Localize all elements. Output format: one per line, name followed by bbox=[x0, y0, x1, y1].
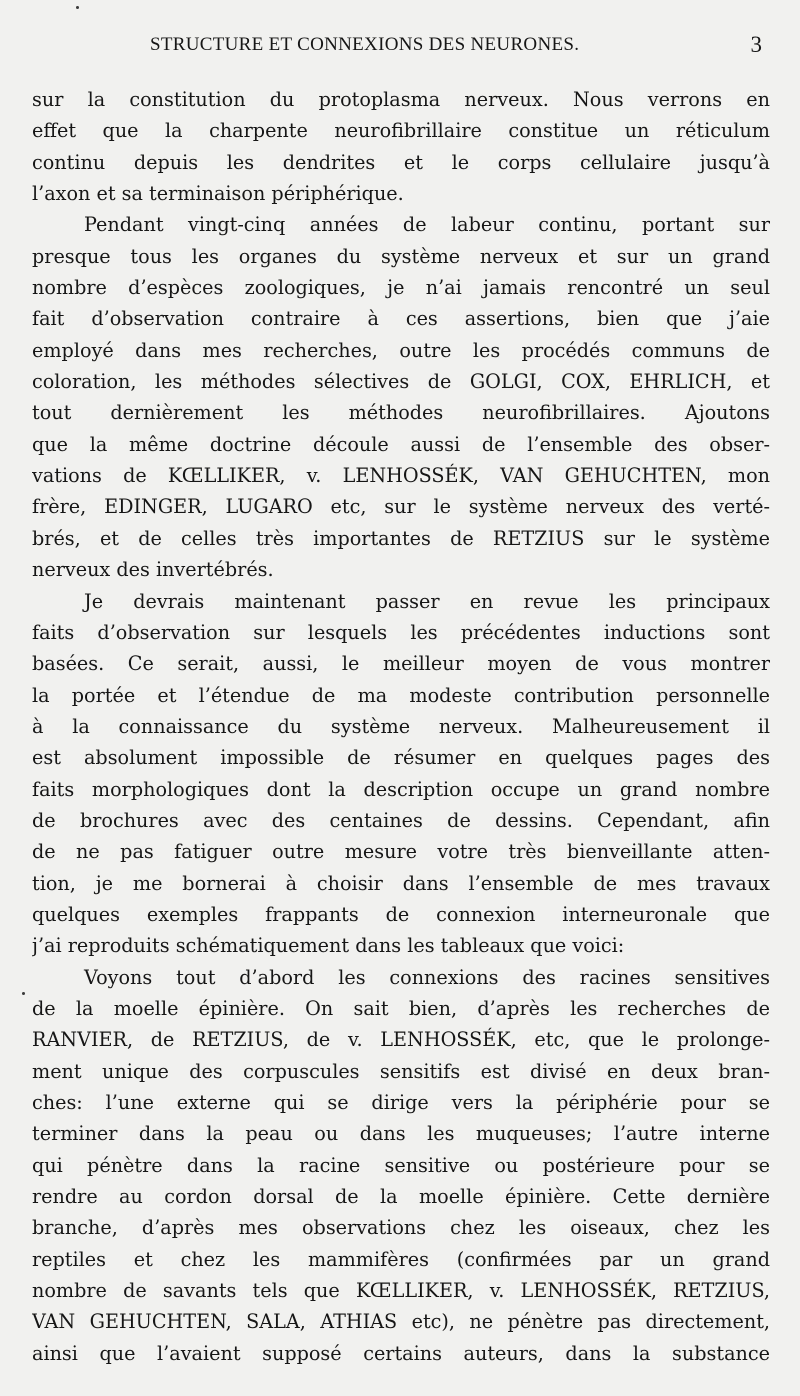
running-title: STRUCTURE ET CONNEXIONS DES NEURONES. bbox=[150, 34, 580, 55]
text-line: est absolument impossible de résumer en quelques pages des bbox=[32, 746, 770, 770]
text-line: Voyons tout d’abord les connexions des racines sensitives bbox=[84, 965, 770, 989]
text-line: à la connaissance du système nerveux. Malheureusement il bbox=[32, 714, 770, 738]
text-line: employé dans mes recherches, outre les procédés communs de bbox=[32, 338, 770, 362]
text-line: frère, EDINGER, LUGARO etc, sur le système nerveux des verté- bbox=[32, 495, 770, 519]
text-line: fait d’observation contraire à ces assertions, bien que j’aie bbox=[32, 307, 770, 331]
text-line: ainsi que l’avaient supposé certains auteurs, dans la substance bbox=[32, 1341, 770, 1365]
text-line: VAN GEHUCHTEN, SALA, ATHIAS etc), ne pénètre pas directement, bbox=[32, 1310, 770, 1334]
text-line: brés, et de celles très importantes de RETZIUS sur le système bbox=[32, 526, 770, 550]
print-speck bbox=[76, 6, 79, 9]
text-line: ment unique des corpuscules sensitifs est divisé en deux bran- bbox=[32, 1059, 770, 1083]
text-line: terminer dans la peau ou dans les muqueuses; l’autre interne bbox=[32, 1122, 770, 1146]
text-line: faits morphologiques dont la description occupe un grand nombre bbox=[32, 777, 770, 801]
text-line: faits d’observation sur lesquels les précédentes inductions sont bbox=[32, 620, 770, 644]
text-line: Pendant vingt-cinq années de labeur continu, portant sur bbox=[84, 213, 770, 237]
text-line: la portée et l’étendue de ma modeste contribution personnelle bbox=[32, 683, 770, 707]
text-line: effet que la charpente neurofibrillaire constitue un réticulum bbox=[32, 119, 770, 143]
text-line: nombre de savants tels que KŒLLIKER, v. LENHOSSÉK, RETZIUS, bbox=[32, 1279, 770, 1303]
text-line: continu depuis les dendrites et le corps cellulaire jusqu’à bbox=[32, 150, 770, 174]
text-line: tout dernièrement les méthodes neurofibrillaires. Ajoutons bbox=[32, 401, 770, 425]
text-line: de ne pas fatiguer outre mesure votre très bienveillante atten- bbox=[32, 840, 770, 864]
text-line: ches: l’une externe qui se dirige vers la périphérie pour se bbox=[32, 1091, 770, 1114]
text-line: basées. Ce serait, aussi, le meilleur moyen de vous montrer bbox=[32, 652, 770, 676]
text-line: qui pénètre dans la racine sensitive ou postérieure pour se bbox=[32, 1153, 770, 1177]
running-head bbox=[32, 34, 770, 64]
text-line: que la même doctrine découle aussi de l’ensemble des obser- bbox=[32, 432, 770, 456]
text-line: de brochures avec des centaines de dessins. Cependant, afin bbox=[32, 808, 770, 832]
text-line: branche, d’après mes observations chez les oiseaux, chez les bbox=[32, 1216, 770, 1240]
text-line: presque tous les organes du système nerveux et sur un grand bbox=[32, 244, 770, 268]
text-line: reptiles et chez les mammifères (confirmées par un grand bbox=[32, 1247, 770, 1271]
text-line: j’ai reproduits schématiquement dans les tableaux que voici: bbox=[32, 934, 625, 958]
text-line: de la moelle épinière. On sait bien, d’après les recherches de bbox=[32, 996, 770, 1020]
page-number: 3 bbox=[750, 32, 762, 57]
text-line: vations de KŒLLIKER, v. LENHOSSÉK, VAN GEHUCHTEN, mon bbox=[32, 464, 770, 488]
print-speck bbox=[22, 992, 25, 995]
text-line: nerveux des invertébrés. bbox=[32, 558, 274, 582]
text-line: coloration, les méthodes sélectives de GOLGI, COX, EHRLICH, et bbox=[32, 370, 770, 394]
text-line: nombre d’espèces zoologiques, je n’ai jamais rencontré un seul bbox=[32, 276, 770, 300]
text-line: quelques exemples frappants de connexion interneuronale que bbox=[32, 902, 770, 926]
text-line: tion, je me bornerai à choisir dans l’ensemble de mes travaux bbox=[32, 871, 770, 895]
text-line: sur la constitution du protoplasma nerveux. Nous verrons en bbox=[32, 88, 770, 111]
text-line: RANVIER, de RETZIUS, de v. LENHOSSÉK, etc, que le prolonge- bbox=[32, 1028, 770, 1052]
text-line: l’axon et sa terminaison périphérique. bbox=[32, 182, 404, 206]
text-line: rendre au cordon dorsal de la moelle épinière. Cette dernière bbox=[32, 1185, 770, 1209]
body-text bbox=[32, 84, 770, 1369]
text-line: Je devrais maintenant passer en revue les principaux bbox=[84, 589, 770, 613]
